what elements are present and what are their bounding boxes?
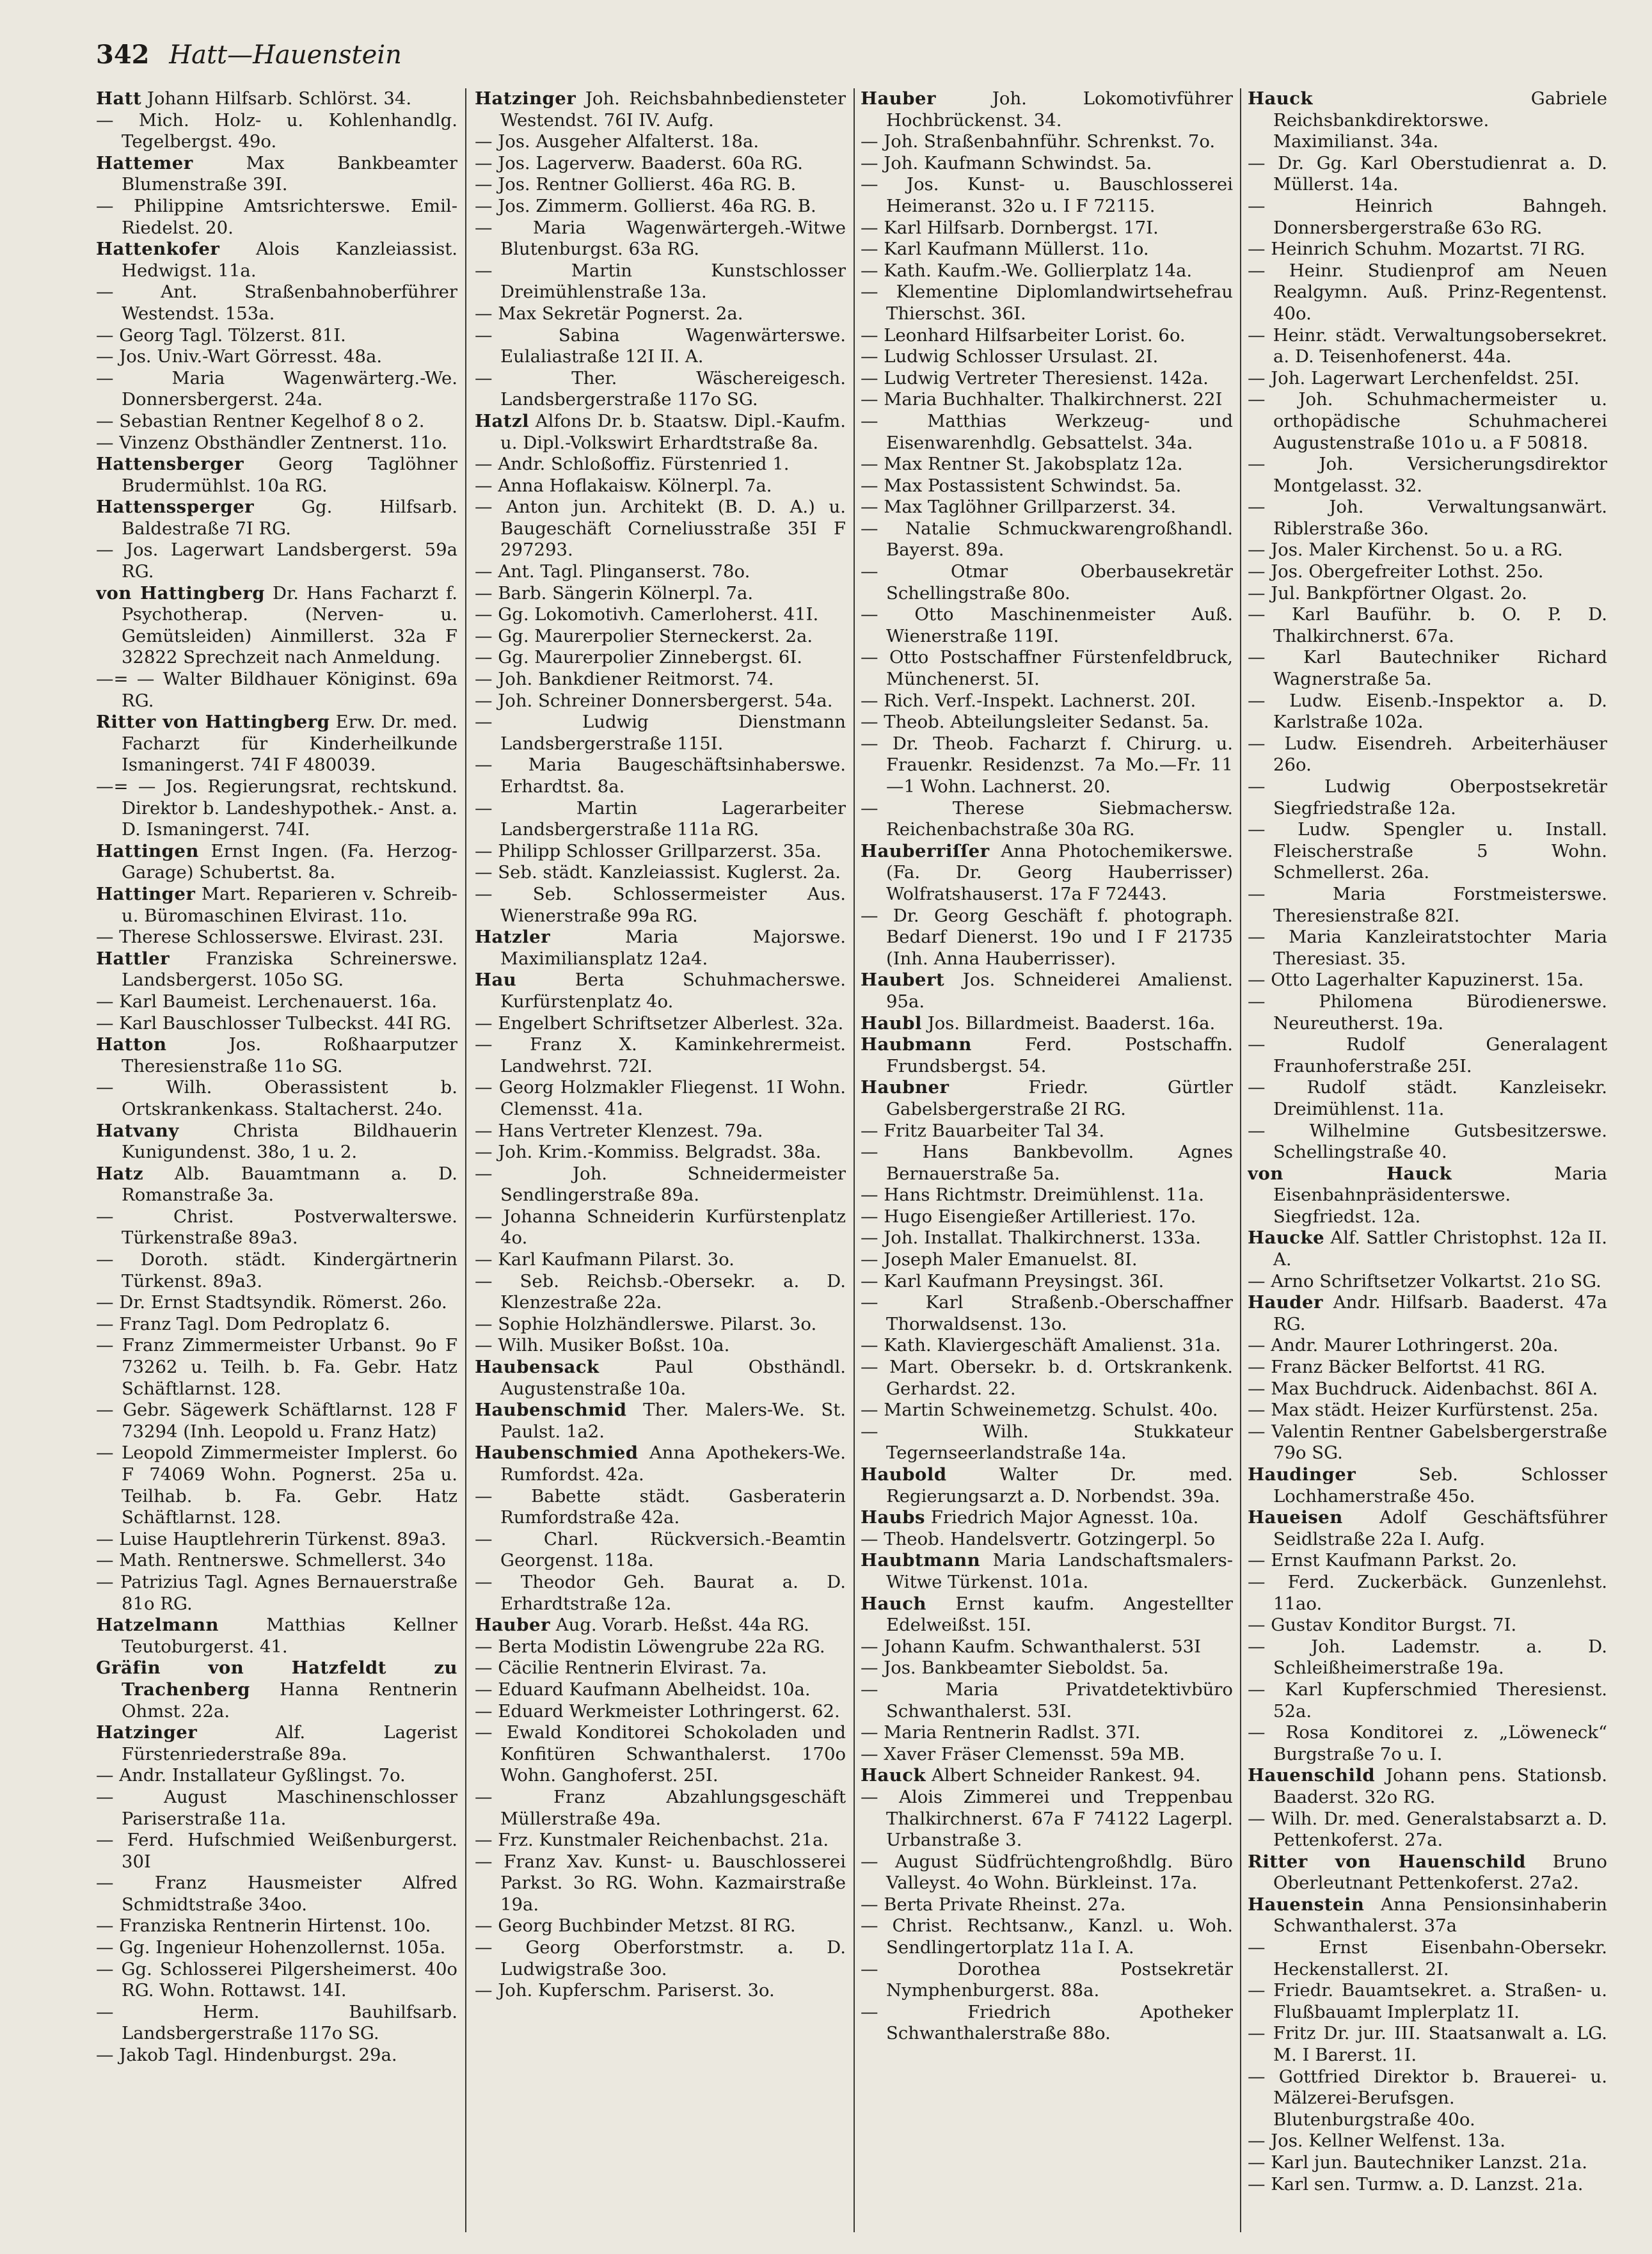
directory-entry: — Maria Baugeschäftsinhaberswe. Erhardtst. 8a. xyxy=(475,755,846,797)
directory-entry: — Karl sen. Turmw. a. D. Lanzst. 21a. xyxy=(1248,2173,1584,2194)
directory-entry: — Mich. Holz- u. Kohlenhandlg. Tegelbergst. 49o. xyxy=(96,109,457,152)
directory-entry: — Georg Holzmakler Fliegenst. 1I Wohn. Clemensst. 41a. xyxy=(475,1077,846,1119)
directory-entry: — Gottfried Direktor b. Brauerei- u. Mälzerei-Berufsgen. Blutenburgstraße 40o. xyxy=(1248,2066,1607,2130)
directory-entry: — Heinr. Studienprof am Neuen Realgymn. Auß. Prinz-Regentenst. 40o. xyxy=(1248,260,1607,324)
directory-entry: Hattingen Ernst Ingen. (Fa. Herzog-Garage) Schubertst. 8a. xyxy=(96,840,457,883)
directory-entry: Hauck Gabriele Reichsbankdirektorswe. Maximilianst. 34a. xyxy=(1248,88,1607,152)
directory-entry: — Max Rentner St. Jakobsplatz 12a. xyxy=(861,454,1183,475)
directory-entry: — Sebastian Rentner Kegelhof 8 o 2. xyxy=(96,410,425,431)
directory-entry: — Sabina Wagenwärterswe. Eulaliastraße 12I II. A. xyxy=(475,324,846,367)
directory-entry: — Maria Forstmeisterswe. Theresienstraße 82I. xyxy=(1248,883,1607,926)
directory-entry: — Frz. Kunstmaler Reichenbachst. 21a. xyxy=(475,1830,829,1851)
directory-entry: — Wilh. Dr. med. Generalstabsarzt a. D. Pettenkoferst. 27a. xyxy=(1248,1808,1607,1851)
directory-entry: Hatton Jos. Roßhaarputzer Theresienstraße 11o SG. xyxy=(96,1034,457,1076)
directory-entry: — Karl Kaufmann Müllerst. 11o. xyxy=(861,239,1149,260)
directory-entry: — Joh. Kaufmann Schwindst. 5a. xyxy=(861,152,1152,173)
directory-entry: — Max Taglöhner Grillparzerst. 34. xyxy=(861,497,1177,518)
directory-entry: Haubl Jos. Billardmeist. Baaderst. 16a. xyxy=(861,1012,1216,1034)
directory-entry: — Jos. Maler Kirchenst. 5o u. a RG. xyxy=(1248,540,1563,561)
directory-entry: — Luise Hauptlehrerin Türkenst. 89a3. xyxy=(96,1528,447,1549)
directory-entry: — Jos. Lagerwart Landsbergerst. 59a RG. xyxy=(96,540,457,582)
directory-entry: — Joh. Versicherungsdirektor Montgelasst. 32. xyxy=(1248,454,1607,496)
directory-entry: — Karl Baumeist. Lerchenauerst. 16a. xyxy=(96,991,438,1012)
directory-entry: — Ernst Kaufmann Parkst. 2o. xyxy=(1248,1550,1517,1571)
directory-entry: — Jos. Univ.-Wart Görresst. 48a. xyxy=(96,346,383,367)
directory-entry: Hauber Aug. Vorarb. Heßst. 44a RG. xyxy=(475,1615,809,1636)
directory-entry: — Heinr. städt. Verwaltungsobersekret. a. D. Teisenhofenerst. 44a. xyxy=(1248,324,1607,367)
directory-entry: Haubenschmied Anna Apothekers-We. Rumfordst. 42a. xyxy=(475,1443,846,1485)
directory-entry: — Klementine Diplomlandwirtsehefrau Thierschst. 36I. xyxy=(861,282,1233,324)
directory-entry: — Franz X. Kaminkehrermeist. Landwehrst. 72I. xyxy=(475,1034,846,1076)
directory-entry: — Karl Hilfsarb. Dornbergst. 17I. xyxy=(861,217,1159,238)
directory-entry: — Ludwig Vertreter Theresienst. 142a. xyxy=(861,367,1209,388)
directory-entry: — Jos. Kunst- u. Bauschlosserei Heimeranst. 32o u. I F 72115. xyxy=(861,174,1233,216)
directory-entry: — August Südfrüchtengroßhdlg. Büro Valleyst. 4o Wohn. Bürkleinst. 17a. xyxy=(861,1851,1233,1894)
directory-entry: — Dr. Theob. Facharzt f. Chirurg. u. Frauenkr. Residenzst. 7a Mo.—Fr. 11—1 Wohn. Lachnerst. 20. xyxy=(861,733,1233,797)
directory-entry: Hatzl Alfons Dr. b. Staatsw. Dipl.-Kaufm. u. Dipl.-Volkswirt Erhardtstraße 8a. xyxy=(475,410,846,453)
directory-entry: — Leopold Zimmermeister Implerst. 6o F 74069 Wohn. Pognerst. 25a u. Teilhab. b. Fa. Gebr. Hatz Schäftlarnst. 128. xyxy=(96,1443,457,1528)
directory-entry: — Kath. Klaviergeschäft Amalienst. 31a. xyxy=(861,1335,1221,1356)
directory-entry: — Karl Straßenb.-Oberschaffner Thorwaldsenst. 13o. xyxy=(861,1292,1233,1334)
directory-entry: — Rudolf Generalagent Fraunhoferstraße 25I. xyxy=(1248,1034,1607,1076)
directory-entry: Haubold Walter Dr. med. Regierungsarzt a. D. Norbendst. 39a. xyxy=(861,1464,1233,1507)
directory-entry: Hauenstein Anna Pensionsinhaberin Schwanthalerst. 37a xyxy=(1248,1894,1607,1937)
directory-entry: — Gg. Maurerpolier Zinnebergst. 6I. xyxy=(475,647,803,668)
directory-entry: — Jos. Rentner Gollierst. 46a RG. B. xyxy=(475,174,797,195)
directory-entry: — Herm. Bauhilfsarb. Landsbergerstraße 117o SG. xyxy=(96,2001,457,2044)
directory-entry: — Franziska Rentnerin Hirtenst. 10o. xyxy=(96,1915,431,1937)
directory-entry: — Hans Richtmstr. Dreimühlenst. 11a. xyxy=(861,1185,1205,1206)
directory-entry: — Seb. städt. Kanzleiassist. Kuglerst. 2a. xyxy=(475,862,841,883)
directory-entry: — Ant. Tagl. Plinganserst. 78o. xyxy=(475,561,751,582)
directory-entry: — Theob. Abteilungsleiter Sedanst. 5a. xyxy=(861,712,1209,733)
directory-entry: — Joseph Maler Emanuelst. 8I. xyxy=(861,1249,1138,1270)
directory-entry: — Joh. Krim.-Kommiss. Belgradst. 38a. xyxy=(475,1142,822,1163)
directory-entry: — Dr. Georg Geschäft f. photograph. Bedarf Dienerst. 19o und I F 21735 (Inh. Anna Hauberrisser). xyxy=(861,905,1233,969)
directory-entry: — Franz Tagl. Dom Pedroplatz 6. xyxy=(96,1313,390,1334)
directory-entry: — Gg. Schlosserei Pilgersheimerst. 40o RG. Wohn. Rottawst. 14I. xyxy=(96,1958,457,2001)
directory-entry: — Jos. Lagerverw. Baaderst. 60a RG. xyxy=(475,152,804,173)
directory-entry: Gräfin von Hatzfeldt zu Trachenberg Hanna Rentnerin Ohmst. 22a. xyxy=(96,1658,457,1722)
directory-entry: — Friedr. Bauamtsekret. a. Straßen- u. Flußbauamt Implerplatz 1I. xyxy=(1248,1980,1607,2022)
directory-entry: — Christ. Postverwalterswe. Türkenstraße 89a3. xyxy=(96,1206,457,1249)
directory-entry: — Franz Abzahlungsgeschäft Müllerstraße 49a. xyxy=(475,1786,846,1829)
directory-entry: — Maria Wagenwärtergeh.-Witwe Blutenburgst. 63a RG. xyxy=(475,217,846,260)
directory-entry: — Jos. Zimmerm. Gollierst. 46a RG. B. xyxy=(475,195,816,216)
directory-entry: Hatz Alb. Bauamtmann a. D. Romanstraße 3a. xyxy=(96,1163,457,1206)
directory-entry: — Rich. Verf.-Inspekt. Lachnerst. 20I. xyxy=(861,690,1196,711)
directory-entry: Hauck Albert Schneider Rankest. 94. xyxy=(861,1765,1201,1786)
directory-entry: — Georg Oberforstmstr. a. D. Ludwigstraße 3oo. xyxy=(475,1937,846,1979)
directory-entry: Hauder Andr. Hilfsarb. Baaderst. 47a RG. xyxy=(1248,1292,1607,1334)
directory-entry: Hatzinger Joh. Reichsbahnbediensteter Westendst. 76I IV. Aufg. xyxy=(475,88,846,131)
directory-entry: — Matthias Werkzeug- und Eisenwarenhdlg. Gebsattelst. 34a. xyxy=(861,410,1233,453)
directory-entry: Haubmann Ferd. Postschaffn. Frundsbergst. 54. xyxy=(861,1034,1233,1076)
directory-entry: — Martin Kunstschlosser Dreimühlenstraße 13a. xyxy=(475,260,846,303)
directory-entry: — Joh. Schuhmachermeister u. orthopädische Schuhmacherei Augustenstraße 101o u. a F 50818. xyxy=(1248,389,1607,453)
directory-entry: — Maria Rentnerin Radlst. 37I. xyxy=(861,1722,1141,1743)
directory-entry: — Johann Kaufm. Schwanthalerst. 53I xyxy=(861,1636,1201,1657)
directory-entry: — Otto Postschaffner Fürstenfeldbruck, Münchenerst. 5I. xyxy=(861,647,1233,690)
directory-entry: — Berta Private Rheinst. 27a. xyxy=(861,1894,1126,1915)
directory-entry: Haueisen Adolf Geschäftsführer Seidlstraße 22a I. Aufg. xyxy=(1248,1507,1607,1549)
directory-entry: — Dr. Ernst Stadtsyndik. Römerst. 26o. xyxy=(96,1292,447,1313)
directory-entry: Haubenschmid Ther. Malers-We. St. Paulst. 1a2. xyxy=(475,1400,846,1442)
directory-entry: — Anton jun. Architekt (B. D. A.) u. Baugeschäft Corneliusstraße 35I F 297293. xyxy=(475,497,846,561)
directory-entry: — Fritz Bauarbeiter Tal 34. xyxy=(861,1120,1105,1141)
directory-entry: — Ant. Straßenbahnoberführer Westendst. 153a. xyxy=(96,282,457,324)
directory-entry: — Joh. Straßenbahnführ. Schrenkst. 7o. xyxy=(861,131,1216,152)
directory-entry: — Martin Lagerarbeiter Landsbergerstraße 111a RG. xyxy=(475,797,846,840)
directory-entry: — Therese Siebmachersw. Reichenbachstraße 30a RG. xyxy=(861,797,1233,840)
directory-entry: — Ther. Wäschereigesch. Landsbergerstraße 117o SG. xyxy=(475,367,846,410)
column-divider xyxy=(1240,88,1241,2232)
directory-entry: — Franz Bäcker Belfortst. 41 RG. xyxy=(1248,1357,1546,1378)
directory-entry: — Ferd. Zuckerbäck. Gunzenlehst. 11ao. xyxy=(1248,1571,1607,1614)
directory-entry: — Leonhard Hilfsarbeiter Lorist. 6o. xyxy=(861,324,1186,346)
directory-entry: — Eduard Werkmeister Lothringerst. 62. xyxy=(475,1700,840,1722)
directory-entry: — Georg Tagl. Tölzerst. 81I. xyxy=(96,324,346,346)
directory-entry: Haubs Friedrich Major Agnesst. 10a. xyxy=(861,1507,1199,1528)
directory-entry: — Vinzenz Obsthändler Zentnerst. 11o. xyxy=(96,432,448,453)
directory-entry: — Joh. Schreiner Donnersbergerst. 54a. xyxy=(475,690,833,711)
directory-entry: — Hans Bankbevollm. Agnes Bernauerstraße 5a. xyxy=(861,1142,1233,1184)
directory-entry: — Christ. Rechtsanw., Kanzl. u. Woh. Sendlingertorplatz 11a I. A. xyxy=(861,1915,1233,1958)
directory-entry: — Jos. Kellner Welfenst. 13a. xyxy=(1248,2130,1505,2152)
directory-column-2 xyxy=(475,88,846,2239)
directory-entry: — Maria Wagenwärterg.-We. Donnersbergerst. 24a. xyxy=(96,367,457,410)
directory-entry: Hau Berta Schuhmacherswe. Kurfürstenplatz 4o. xyxy=(475,970,846,1012)
directory-entry: — Ludw. Eisenb.-Inspektor a. D. Karlstraße 102a. xyxy=(1248,690,1607,733)
directory-entry: — Seb. Reichsb.-Obersekr. a. D. Klenzestraße 22a. xyxy=(475,1270,846,1313)
directory-entry: — Joh. Kupferschm. Pariserst. 3o. xyxy=(475,1980,775,2001)
directory-entry: — Eduard Kaufmann Abelheidst. 10a. xyxy=(475,1679,811,1700)
directory-entry: — Ludw. Eisendreh. Arbeiterhäuser 26o. xyxy=(1248,733,1607,776)
directory-entry: — Xaver Fräser Clemensst. 59a MB. xyxy=(861,1743,1185,1764)
directory-entry: — Otto Lagerhalter Kapuzinerst. 15a. xyxy=(1248,970,1584,991)
directory-entry: Haudinger Seb. Schlosser Lochhamerstraße 45o. xyxy=(1248,1464,1607,1507)
directory-entry: — Heinrich Schuhm. Mozartst. 7I RG. xyxy=(1248,239,1585,260)
directory-entry: — Joh. Installat. Thalkirchnerst. 133a. xyxy=(861,1227,1202,1249)
directory-entry: — Jos. Obergefreiter Lothst. 25o. xyxy=(1248,561,1544,582)
directory-entry: — Jakob Tagl. Hindenburgst. 29a. xyxy=(96,2045,397,2066)
directory-entry: — Gustav Konditor Burgst. 7I. xyxy=(1248,1615,1517,1636)
directory-entry: Haubner Friedr. Gürtler Gabelsbergerstraße 2I RG. xyxy=(861,1077,1233,1119)
directory-entry: — Hugo Eisengießer Artilleriest. 17o. xyxy=(861,1206,1196,1227)
directory-entry: — Berta Modistin Löwengrube 22a RG. xyxy=(475,1636,825,1657)
directory-entry: — Engelbert Schriftsetzer Alberlest. 32a. xyxy=(475,1012,844,1034)
directory-entry: — Sophie Holzhändlerswe. Pilarst. 3o. xyxy=(475,1313,817,1334)
directory-entry: — Rosa Konditorei z. „Löweneck“ Burgstraße 7o u. I. xyxy=(1248,1722,1607,1764)
directory-entry: — Karl Kaufmann Pilarst. 3o. xyxy=(475,1249,735,1270)
directory-entry: — Babette städt. Gasberaterin Rumfordstraße 42a. xyxy=(475,1485,846,1528)
directory-entry: Hatzelmann Matthias Kellner Teutoburgerst. 41. xyxy=(96,1615,457,1657)
directory-entry: — Anna Hoflakaisw. Kölnerpl. 7a. xyxy=(475,475,772,496)
directory-entry: — Georg Buchbinder Metzst. 8I RG. xyxy=(475,1915,796,1937)
column-divider xyxy=(465,88,466,2232)
directory-entry: — Otmar Oberbausekretär Schellingstraße 80o. xyxy=(861,561,1233,603)
directory-entry: — Arno Schriftsetzer Volkartst. 21o SG. xyxy=(1248,1270,1601,1291)
directory-entry: — Karl Kupferschmied Theresienst. 52a. xyxy=(1248,1679,1607,1722)
directory-entry: Hattemer Max Bankbeamter Blumenstraße 39I. xyxy=(96,152,457,195)
directory-entry: — Gg. Lokomotivh. Camerloherst. 41I. xyxy=(475,604,819,625)
directory-entry: — Ludwig Dienstmann Landsbergerstraße 115I. xyxy=(475,712,846,754)
directory-entry: — Natalie Schmuckwarengroßhandl. Bayerst. 89a. xyxy=(861,518,1233,561)
directory-entry: — Joh. Verwaltungsanwärt. Riblerstraße 36o. xyxy=(1248,497,1607,539)
directory-entry: — Joh. Lagerwart Lerchenfeldst. 25I. xyxy=(1248,367,1580,388)
directory-entry: — Karl jun. Bautechniker Lanzst. 21a. xyxy=(1248,2152,1588,2173)
directory-entry: — Joh. Schneidermeister Sendlingerstraße 89a. xyxy=(475,1163,846,1206)
directory-column-3 xyxy=(861,88,1233,2239)
directory-entry: Hatzler Maria Majorswe. Maximiliansplatz 12a4. xyxy=(475,927,846,969)
directory-entry: Hatt Johann Hilfsarb. Schlörst. 34. xyxy=(96,88,412,109)
directory-entry: Haucke Alf. Sattler Christophst. 12a II. A. xyxy=(1248,1227,1607,1270)
directory-entry: Hauch Ernst kaufm. Angestellter Edelweißst. 15I. xyxy=(861,1593,1233,1636)
directory-entry: —= — Walter Bildhauer Königinst. 69a RG. xyxy=(96,669,457,711)
directory-entry: — Gg. Maurerpolier Sterneckerst. 2a. xyxy=(475,625,813,646)
directory-entry: — August Maschinenschlosser Pariserstraße 11a. xyxy=(96,1786,457,1829)
directory-entry: Hatzinger Alf. Lagerist Fürstenriederstraße 89a. xyxy=(96,1722,457,1764)
directory-entry: — Maria Kanzleiratstochter Maria Theresiast. 35. xyxy=(1248,927,1607,969)
directory-entry: — Maria Privatdetektivbüro Schwanthalerst. 53I. xyxy=(861,1679,1233,1722)
directory-entry: — Dr. Gg. Karl Oberstudienrat a. D. Müllerst. 14a. xyxy=(1248,152,1607,195)
page-number: 342 xyxy=(96,40,150,70)
directory-entry: — Ernst Eisenbahn-Obersekr. Heckenstallerst. 2I. xyxy=(1248,1937,1607,1979)
directory-entry: Hauberriſſer Anna Photochemikerswe. (Fa. Dr. Georg Hauberrisser) Wolfratshauserst. 17a F 72443. xyxy=(861,840,1233,904)
directory-entry: — Hans Vertreter Klenzest. 79a. xyxy=(475,1120,763,1141)
directory-entry: Haubtmann Maria Landschaftsmalers-Witwe Türkenst. 101a. xyxy=(861,1550,1233,1592)
directory-entry: — Wilhelmine Gutsbesitzerswe. Schellingstraße 40. xyxy=(1248,1120,1607,1163)
page-header xyxy=(96,40,402,78)
directory-entry: — Franz Hausmeister Alfred Schmidtstraße 34oo. xyxy=(96,1873,457,1915)
column-divider xyxy=(854,88,855,2232)
directory-entry: — Maria Buchhalter. Thalkirchnerst. 22I xyxy=(861,389,1223,410)
directory-entry: Hattler Franziska Schreinerswe. Landsbergerst. 105o SG. xyxy=(96,948,457,991)
directory-entry: — Wilh. Oberassistent b. Ortskrankenkass. Staltacherst. 24o. xyxy=(96,1077,457,1119)
directory-column-4 xyxy=(1248,88,1607,2239)
directory-entry: — Otto Maschinenmeister Auß. Wienerstraße 119I. xyxy=(861,604,1233,646)
directory-entry: — Ludwig Oberpostsekretär Siegfriedstraße 12a. xyxy=(1248,776,1607,819)
directory-entry: — Ewald Konditorei Schokoladen und Konfitüren Schwanthalerst. 170o Wohn. Ganghoferst. 25I. xyxy=(475,1722,846,1786)
directory-entry: — Max Sekretär Pognerst. 2a. xyxy=(475,303,743,324)
directory-entry: — Heinrich Bahngeh. Donnersbergerstraße 63o RG. xyxy=(1248,195,1607,238)
directory-entry: — Doroth. städt. Kindergärtnerin Türkenst. 89a3. xyxy=(96,1249,457,1291)
directory-entry: — Wilh. Musiker Boßst. 10a. xyxy=(475,1335,730,1356)
directory-entry: — Gg. Ingenieur Hohenzollernst. 105a. xyxy=(96,1937,446,1958)
directory-entry: — Karl Kaufmann Preysingst. 36I. xyxy=(861,1270,1164,1291)
directory-entry: — Ludw. Spengler u. Install. Fleischerstraße 5 Wohn. Schmellerst. 26a. xyxy=(1248,819,1607,883)
directory-entry: Hauenschild Johann pens. Stationsb. Baaderst. 32o RG. xyxy=(1248,1765,1607,1807)
directory-entry: — Philomena Bürodienerswe. Neureutherst. 19a. xyxy=(1248,991,1607,1034)
directory-entry: — Barb. Sängerin Kölnerpl. 7a. xyxy=(475,582,754,603)
directory-entry: —= — Jos. Regierungsrat, rechtskund. Direktor b. Landeshypothek.- Anst. a. D. Ismaningerst. 74I. xyxy=(96,776,457,840)
directory-entry: — Ferd. Hufschmied Weißenburgerst. 30I xyxy=(96,1830,457,1872)
directory-entry: Haubensack Paul Obsthändl. Augustenstraße 10a. xyxy=(475,1357,846,1399)
directory-entry: — Jul. Bankpförtner Olgast. 2o. xyxy=(1248,582,1527,603)
directory-entry: — Andr. Maurer Lothringerst. 20a. xyxy=(1248,1335,1559,1356)
directory-entry: — Max Postassistent Schwindst. 5a. xyxy=(861,475,1182,496)
directory-entry: — Johanna Schneiderin Kurfürstenplatz 4o. xyxy=(475,1206,846,1249)
directory-entry: — Math. Rentnerswe. Schmellerst. 34o xyxy=(96,1550,446,1571)
directory-entry: — Theodor Geh. Baurat a. D. Erhardtstraße 12a. xyxy=(475,1571,846,1614)
directory-entry: Haubert Jos. Schneiderei Amalienst. 95a. xyxy=(861,970,1233,1012)
directory-entry: Ritter von Hauenschild Bruno Oberleutnant Pettenkoferst. 27a2. xyxy=(1248,1851,1607,1894)
directory-entry: — Cäcilie Rentnerin Elvirast. 7a. xyxy=(475,1658,767,1679)
directory-entry: — Andr. Installateur Gyßlingst. 7o. xyxy=(96,1765,406,1786)
directory-entry: Hattensberger Georg Taglöhner Brudermühlst. 10a RG. xyxy=(96,454,457,496)
directory-entry: — Philipp Schlosser Grillparzerst. 35a. xyxy=(475,840,822,861)
directory-entry: von Hauck Maria Eisenbahnpräsidenterswe. Siegfriedst. 12a. xyxy=(1248,1163,1607,1227)
directory-entry: Hattenssperger Gg. Hilfsarb. Baldestraße 7I RG. xyxy=(96,497,457,539)
directory-entry: Ritter von Hattingberg Erw. Dr. med. Facharzt für Kinderheilkunde Ismaningerst. 74I F 480039. xyxy=(96,712,457,776)
directory-entry: — Theob. Handelsvertr. Gotzingerpl. 5o xyxy=(861,1528,1216,1549)
directory-entry: — Valentin Rentner Gabelsbergerstraße 79o SG. xyxy=(1248,1421,1607,1464)
directory-entry: — Franz Zimmermeister Urbanst. 9o F 73262 u. Teilh. b. Fa. Gebr. Hatz Schäftlarnst. 128. xyxy=(96,1335,457,1399)
directory-entry: — Jos. Ausgeher Alfalterst. 18a. xyxy=(475,131,759,152)
directory-entry: — Wilh. Stukkateur Tegernseerlandstraße 14a. xyxy=(861,1421,1233,1464)
directory-column-1 xyxy=(96,88,457,2239)
directory-entry: — Patrizius Tagl. Agnes Bernauerstraße 81o RG. xyxy=(96,1571,457,1614)
directory-entry: — Mart. Obersekr. b. d. Ortskrankenk. Gerhardst. 22. xyxy=(861,1357,1233,1399)
directory-entry: — Joh. Lademstr. a. D. Schleißheimerstraße 19a. xyxy=(1248,1636,1607,1679)
directory-entry: — Rudolf städt. Kanzleisekr. Dreimühlenst. 11a. xyxy=(1248,1077,1607,1119)
directory-entry: — Therese Schlosserswe. Elvirast. 23I. xyxy=(96,927,444,948)
directory-entry: — Kath. Kaufm.-We. Gollierplatz 14a. xyxy=(861,260,1193,281)
directory-entry: — Philippine Amtsrichterswe. Emil-Riedelst. 20. xyxy=(96,195,457,238)
directory-entry: — Friedrich Apotheker Schwanthalerstraße 88o. xyxy=(861,2001,1233,2044)
directory-entry: — Martin Schweinemetzg. Schulst. 40o. xyxy=(861,1400,1218,1421)
directory-entry: — Karl Bautechniker Richard Wagnerstraße 5a. xyxy=(1248,647,1607,690)
directory-entry: Hatvany Christa Bildhauerin Kunigundenst. 38o, 1 u. 2. xyxy=(96,1120,457,1163)
directory-entry: — Ludwig Schlosser Ursulast. 2I. xyxy=(861,346,1159,367)
directory-entry: — Charl. Rückversich.-Beamtin Georgenst. 118a. xyxy=(475,1528,846,1571)
directory-entry: — Joh. Bankdiener Reitmorst. 74. xyxy=(475,669,774,690)
directory-entry: — Andr. Schloßoffiz. Fürstenried 1. xyxy=(475,454,790,475)
directory-entry: — Alois Zimmerei und Treppenbau Thalkirchnerst. 67a F 74122 Lagerpl. Urbanstraße 3. xyxy=(861,1786,1233,1851)
directory-entry: — Dorothea Postsekretär Nymphenburgerst. 88a. xyxy=(861,1958,1233,2001)
directory-entry: — Karl Bauführ. b. O. P. D. Thalkirchnerst. 67a. xyxy=(1248,604,1607,646)
directory-entry: — Franz Xav. Kunst- u. Bauschlosserei Parkst. 3o RG. Wohn. Kazmairstraße 19a. xyxy=(475,1851,846,1915)
directory-entry: Hattinger Mart. Reparieren v. Schreib- u. Büromaschinen Elvirast. 11o. xyxy=(96,883,457,926)
directory-entry: — Max städt. Heizer Kurfürstenst. 25a. xyxy=(1248,1400,1599,1421)
directory-entry: von Hattingberg Dr. Hans Facharzt f. Psychotherap. (Nerven- u. Gemütsleiden) Ainmillerst. 32a F 32822 Sprechzeit nach Anmeldung. xyxy=(96,582,457,668)
directory-entry: — Jos. Bankbeamter Sieboldst. 5a. xyxy=(861,1658,1169,1679)
directory-entry: — Fritz Dr. jur. III. Staatsanwalt a. LG. M. I Barerst. 1I. xyxy=(1248,2023,1607,2066)
directory-entry: — Seb. Schlossermeister Aus. Wienerstraße 99a RG. xyxy=(475,883,846,926)
page-title: Hatt—Hauenstein xyxy=(169,40,402,70)
directory-entry: — Gebr. Sägewerk Schäftlarnst. 128 F 73294 (Inh. Leopold u. Franz Hatz) xyxy=(96,1400,457,1442)
directory-entry: Hauber Joh. Lokomotivführer Hochbrückenst. 34. xyxy=(861,88,1233,131)
directory-entry: Hattenkofer Alois Kanzleiassist. Hedwigst. 11a. xyxy=(96,239,457,281)
directory-entry: — Max Buchdruck. Aidenbachst. 86I A. xyxy=(1248,1378,1598,1399)
directory-entry: — Karl Bauschlosser Tulbeckst. 44I RG. xyxy=(96,1012,452,1034)
